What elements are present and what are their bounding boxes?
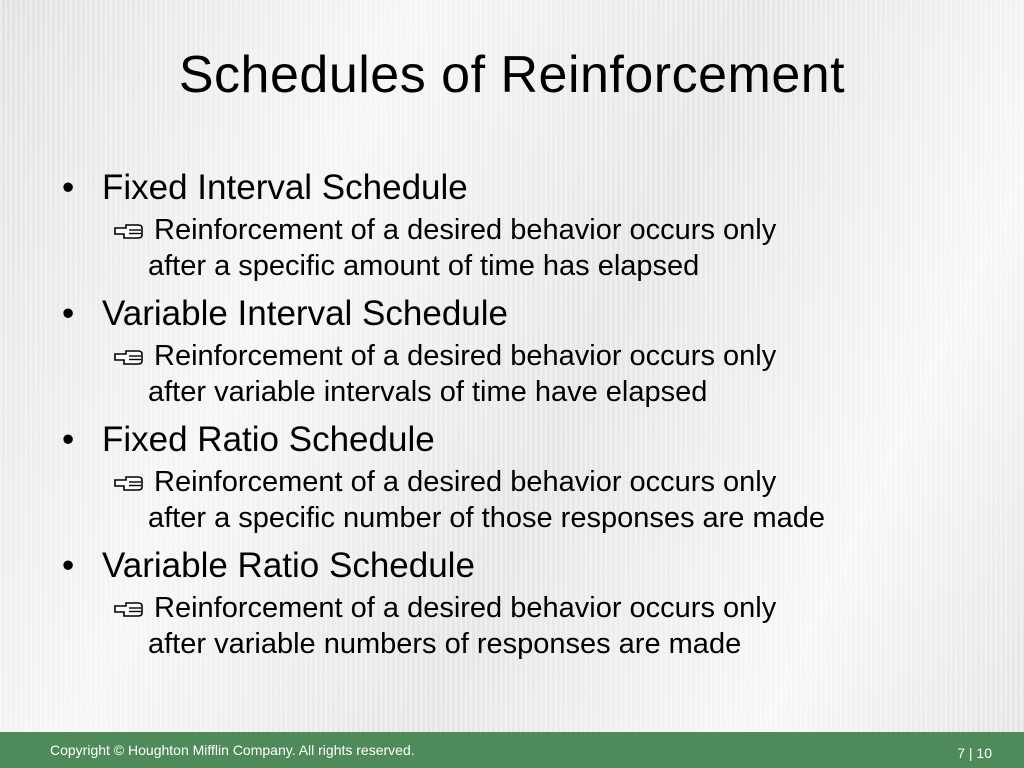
pointing-hand-icon bbox=[114, 222, 146, 240]
sub-bullet bbox=[56, 590, 986, 662]
bullet-heading: Fixed Ratio Schedule bbox=[102, 420, 435, 459]
pointing-hand-icon bbox=[114, 600, 146, 618]
copyright-text: Copyright © Houghton Mifflin Company. All rights reserved. bbox=[50, 742, 415, 758]
bullet-heading: Fixed Interval Schedule bbox=[102, 168, 468, 207]
slide-title: Schedules of Reinforcement bbox=[178, 46, 846, 104]
bullet-item bbox=[56, 292, 986, 336]
bullet-heading: Variable Ratio Schedule bbox=[102, 546, 475, 585]
sub-bullet-text-line2: after variable intervals of time have elapsed bbox=[148, 376, 708, 408]
bullet-item bbox=[56, 544, 986, 588]
bullet-marker: • bbox=[62, 294, 75, 333]
bullet-marker: • bbox=[62, 168, 75, 207]
bullet-list bbox=[56, 166, 986, 670]
footer-bar bbox=[0, 732, 1024, 768]
sub-bullet-text-line1: Reinforcement of a desired behavior occurs only bbox=[154, 340, 777, 372]
pointing-hand-icon bbox=[114, 474, 146, 492]
bullet-heading: Variable Interval Schedule bbox=[102, 294, 508, 333]
sub-bullet-text-line1: Reinforcement of a desired behavior occurs only bbox=[154, 592, 777, 624]
sub-bullet-text-line2: after a specific amount of time has elapsed bbox=[148, 250, 700, 282]
sub-bullet bbox=[56, 464, 986, 536]
sub-bullet bbox=[56, 212, 986, 284]
bullet-item bbox=[56, 166, 986, 210]
sub-bullet-text-line2: after variable numbers of responses are made bbox=[148, 628, 742, 660]
page-number: 7 | 10 bbox=[957, 745, 992, 761]
sub-bullet-text-line1: Reinforcement of a desired behavior occurs only bbox=[154, 214, 777, 246]
bullet-marker: • bbox=[62, 546, 75, 585]
sub-bullet-text-line1: Reinforcement of a desired behavior occurs only bbox=[154, 466, 777, 498]
bullet-marker: • bbox=[62, 420, 75, 459]
sub-bullet-text-line2: after a specific number of those responses are made bbox=[148, 502, 826, 534]
pointing-hand-icon bbox=[114, 348, 146, 366]
sub-bullet bbox=[56, 338, 986, 410]
bullet-item bbox=[56, 418, 986, 462]
